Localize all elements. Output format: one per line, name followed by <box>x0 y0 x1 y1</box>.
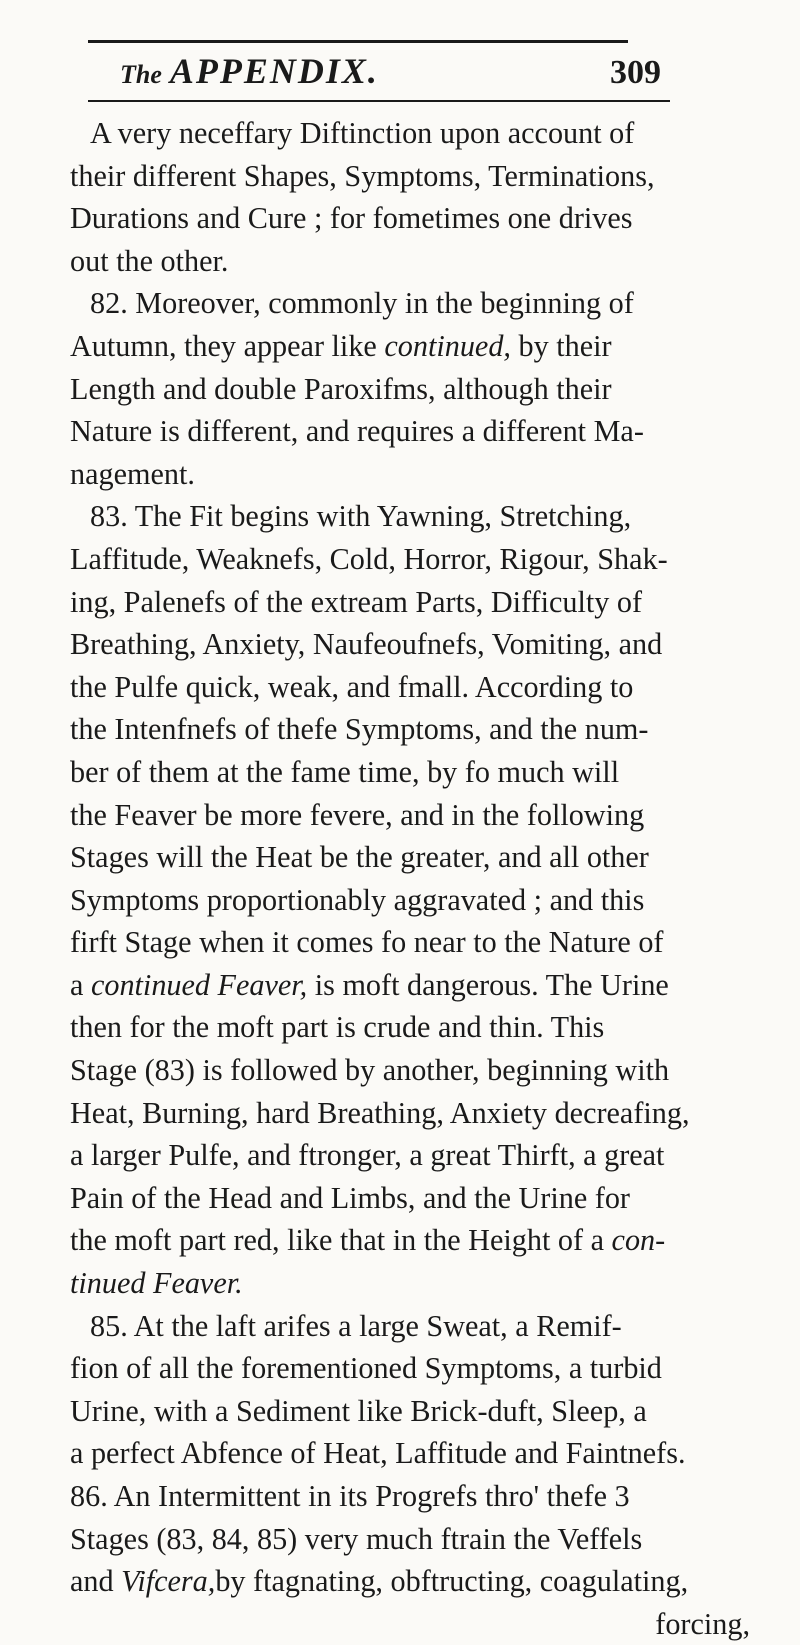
text-line: Breathing, Anxiety, Naufeoufnefs, Vomiting, and <box>70 627 663 662</box>
text-line: Nature is different, and requires a different Ma- <box>70 414 644 449</box>
text-line <box>50 1560 770 1603</box>
italic-span: con- <box>611 1223 666 1258</box>
text-line: 83. The Fit begins with Yawning, Stretching, <box>90 499 632 534</box>
text-line: Length and double Paroxifms, although their <box>70 371 612 406</box>
text-line: forcing, <box>655 1606 750 1641</box>
running-head-the: The <box>120 60 162 89</box>
text-line: nagement. <box>70 456 195 491</box>
top-rule <box>88 40 628 43</box>
text-line <box>50 325 770 368</box>
text-span: by ftagnating, obftructing, coagulating, <box>215 1564 689 1599</box>
text-line: Stages (83, 84, 85) very much ftrain the Veffels <box>70 1521 643 1556</box>
text-line: 85. At the laft arifes a large Sweat, a Remif- <box>90 1308 622 1343</box>
text-line: 82. Moreover, commonly in the beginning of <box>90 286 634 321</box>
text-line <box>50 1219 770 1262</box>
text-line: A very neceffary Diftinction upon account of <box>90 116 635 150</box>
text-line: 86. An Intermittent in its Progrefs thro' thefe 3 <box>70 1479 630 1513</box>
header-rule <box>88 100 670 102</box>
text-line: Laffitude, Weaknefs, Cold, Horror, Rigour, Shak- <box>70 541 668 576</box>
text-line <box>50 964 770 1007</box>
text-line: a perfect Abfence of Heat, Laffitude and Faintnefs. <box>70 1436 686 1471</box>
text-line: out the other. <box>70 243 229 278</box>
text-line <box>50 1262 770 1305</box>
text-line: ing, Palenefs of the extream Parts, Difficulty of <box>70 584 643 619</box>
text-line: Pain of the Head and Limbs, and the Urine for <box>70 1180 630 1215</box>
running-head <box>120 48 379 98</box>
text-line: Stage (83) is followed by another, beginning with <box>70 1053 670 1088</box>
text-span: and <box>70 1564 114 1599</box>
text-line: fion of all the forementioned Symptoms, a turbid <box>70 1351 662 1386</box>
text-span: the moft part red, like that in the Height of a <box>70 1223 604 1258</box>
text-line: Symptoms proportionably aggravated ; and this <box>70 882 645 917</box>
italic-span: tinued Feaver. <box>70 1266 243 1301</box>
text-line: their different Shapes, Symptoms, Terminations, <box>70 158 655 193</box>
text-line: then for the moft part is crude and thin. This <box>70 1010 605 1045</box>
text-span: a <box>70 967 84 1002</box>
text-span: is moft dangerous. The Urine <box>314 967 669 1002</box>
text-line: firft Stage when it comes fo near to the Nature of <box>70 925 664 960</box>
text-line: the Feaver be more fevere, and in the following <box>70 797 645 832</box>
text-span: by their <box>518 328 612 363</box>
text-line: Urine, with a Sediment like Brick-duft, Sleep, a <box>70 1393 647 1428</box>
text-span: Autumn, they appear like <box>70 328 377 363</box>
text-line: a larger Pulfe, and ftronger, a great Thirft, a great <box>70 1138 665 1173</box>
page-number: 309 <box>610 54 661 91</box>
text-line: Heat, Burning, hard Breathing, Anxiety decreafing, <box>70 1095 690 1130</box>
text-line: ber of them at the fame time, by fo much will <box>70 754 620 789</box>
body-text <box>50 112 770 1645</box>
italic-span: continued Feaver, <box>90 967 308 1002</box>
text-line: the Intenfnefs of thefe Symptoms, and the num- <box>70 712 649 747</box>
text-line: Durations and Cure ; for fometimes one drives <box>70 201 633 236</box>
text-line: the Pulfe quick, weak, and fmall. According to <box>70 669 634 704</box>
italic-span: continued, <box>384 328 511 363</box>
running-head-title: APPENDIX. <box>169 51 379 91</box>
italic-span: Vifcera, <box>121 1564 216 1599</box>
text-line: Stages will the Heat be the greater, and all other <box>70 840 649 875</box>
